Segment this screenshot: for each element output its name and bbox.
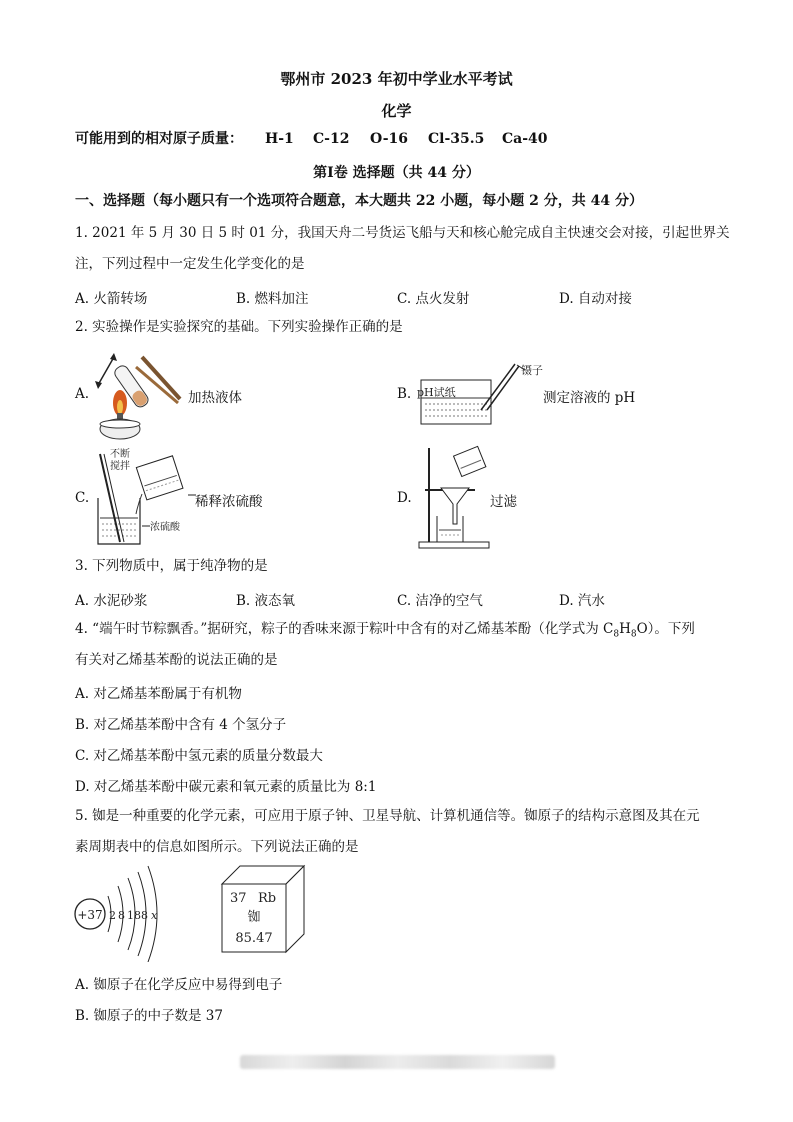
atomic-mass-cl: Cl-35.5 — [428, 131, 485, 147]
section-heading: 一、选择题（每小题只有一个选项符合题意，本大题共 22 小题，每小题 2 分，共 44 分） — [75, 193, 643, 209]
element-number: 37 — [230, 891, 247, 906]
exam-title: 鄂州市 2023 年初中学业水平考试 — [280, 70, 513, 88]
q3-option-c: C. 洁净的空气 — [397, 593, 483, 609]
atomic-mass-o: O-16 — [370, 131, 409, 147]
ph-paper-label: pH试纸 — [417, 386, 456, 399]
atomic-mass-label: 可能用到的相对原子质量： — [75, 131, 243, 147]
diluting-acid-figure — [92, 448, 202, 548]
q2-option-d-caption: 过滤 — [490, 494, 517, 510]
q4-option-a: A. 对乙烯基苯酚属于有机物 — [75, 686, 242, 702]
atomic-mass-c: C-12 — [313, 131, 350, 147]
shell-1-electrons: 2 — [109, 909, 116, 922]
atomic-mass-h: H-1 — [265, 131, 294, 147]
q2-option-b-letter: B. — [397, 386, 412, 402]
shell-2-electrons: 8 — [118, 909, 125, 922]
q4-formula-h: H — [619, 621, 631, 637]
q4-stem-part-a: 4. “端午时节粽飘香。”据研究，粽子的香味来源于粽叶中含有的对乙烯基苯酚（化学式为 C — [75, 621, 614, 637]
q5-stem-line2: 素周期表中的信息如图所示。下列说法正确的是 — [75, 839, 359, 855]
nucleus-charge: +37 — [77, 908, 103, 922]
q2-option-c-letter: C. — [75, 490, 90, 506]
q4-option-b: B. 对乙烯基苯酚中含有 4 个氢分子 — [75, 717, 287, 733]
shell-3-electrons: 18 — [127, 909, 141, 922]
stir-label-1: 不断 — [110, 449, 130, 460]
q2-option-c-caption: 稀释浓硫酸 — [195, 494, 263, 510]
shell-5-electrons: x — [151, 909, 158, 922]
q5-stem-line1: 5. 铷是一种重要的化学元素，可应用于原子钟、卫星导航、计算机通信等。铷原子的结构示意图及其在元 — [75, 808, 700, 824]
q4-option-d: D. 对乙烯基苯酚中碳元素和氧元素的质量比为 8:1 — [75, 779, 377, 795]
ph-test-figure — [415, 358, 545, 428]
q4-formula-sub2: 8 — [630, 629, 637, 640]
blurred-footer-watermark — [240, 1055, 555, 1069]
q2-option-a-letter: A. — [75, 386, 90, 402]
periodic-table-cell — [218, 862, 308, 954]
tweezers-label: 镊子 — [521, 364, 543, 377]
q4-option-c: C. 对乙烯基苯酚中氢元素的质量分数最大 — [75, 748, 323, 764]
q5-option-a: A. 铷原子在化学反应中易得到电子 — [75, 977, 283, 993]
filtration-figure — [415, 444, 495, 550]
q3-stem: 3. 下列物质中，属于纯净物的是 — [75, 558, 268, 574]
q3-option-a: A. 水泥砂浆 — [75, 593, 148, 609]
volume-title: 第I卷 选择题（共 44 分） — [313, 165, 480, 181]
q1-option-d: D. 自动对接 — [559, 291, 632, 307]
q3-option-d: D. 汽水 — [559, 593, 605, 609]
q4-stem-line2: 有关对乙烯基苯酚的说法正确的是 — [75, 652, 278, 668]
shell-4-electrons: 8 — [141, 909, 148, 922]
q1-stem-line2: 注，下列过程中一定发生化学变化的是 — [75, 256, 305, 272]
q2-option-d-letter: D. — [397, 490, 412, 506]
heating-liquid-figure — [90, 345, 185, 443]
element-symbol: Rb — [258, 891, 277, 906]
q1-stem-line1: 1. 2021 年 5 月 30 日 5 时 01 分，我国天舟二号货运飞船与天和核心舱完成自主快速交会对接，引起世界关 — [75, 225, 730, 241]
atomic-mass-ca: Ca-40 — [502, 131, 548, 147]
q4-stem-part-b: O）。下列 — [636, 621, 695, 637]
acid-label: 浓硫酸 — [150, 522, 180, 533]
atomic-structure-diagram — [70, 862, 170, 962]
q3-option-b: B. 液态氧 — [236, 593, 296, 609]
q5-option-b: B. 铷原子的中子数是 37 — [75, 1008, 223, 1024]
q2-option-b-caption: 测定溶液的 pH — [543, 390, 636, 406]
q4-formula-sub1: 8 — [613, 629, 620, 640]
q4-stem-line1 — [75, 620, 695, 644]
element-name: 铷 — [247, 910, 261, 925]
element-mass: 85.47 — [235, 931, 273, 946]
q2-stem: 2. 实验操作是实验探究的基础。下列实验操作正确的是 — [75, 319, 403, 335]
q1-option-b: B. 燃料加注 — [236, 291, 309, 307]
subject-title: 化学 — [381, 102, 412, 120]
q1-option-c: C. 点火发射 — [397, 291, 470, 307]
stir-label-2: 搅拌 — [110, 461, 130, 472]
q2-option-a-caption: 加热液体 — [188, 390, 242, 406]
q1-option-a: A. 火箭转场 — [75, 291, 148, 307]
